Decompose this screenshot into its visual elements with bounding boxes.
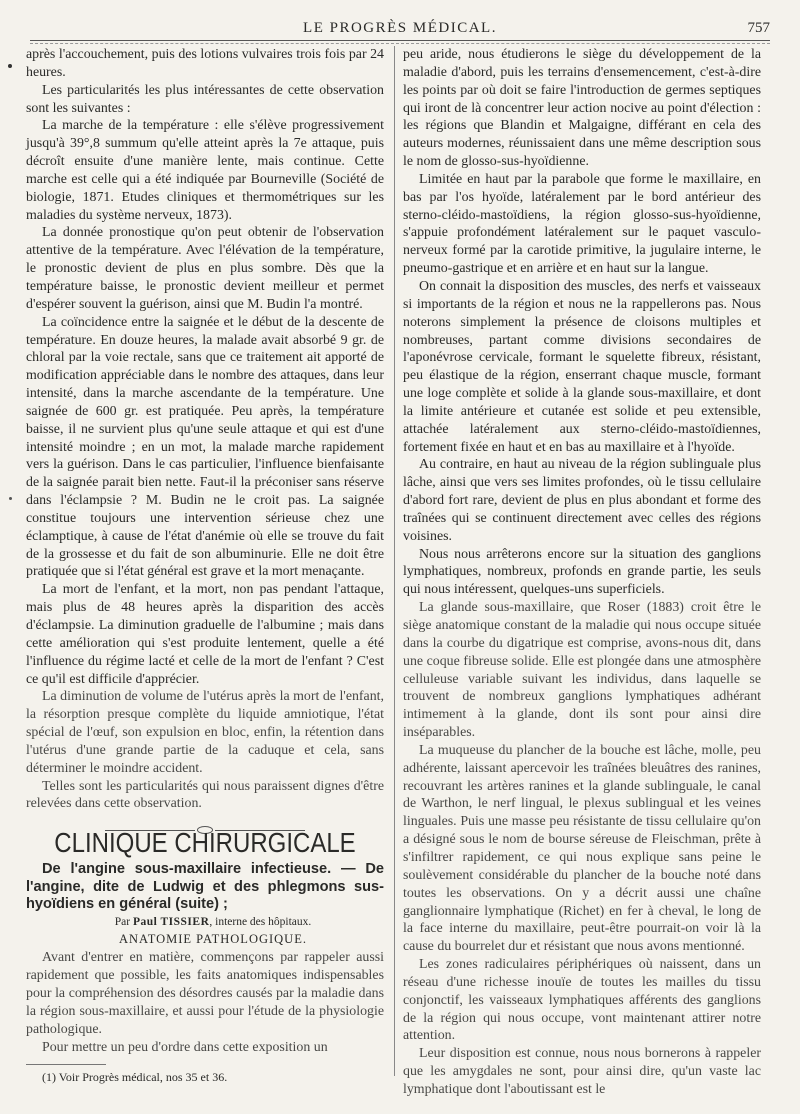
margin-mark xyxy=(8,64,12,68)
paragraph: Leur disposition est connue, nous nous bornerons à rappeler que les amygdales ne sont, pour ainsi dire, qu'un vaste lac lymphatique dont l'aboutissant est le xyxy=(403,1046,761,1097)
article-title: De l'angine sous-maxillaire infectieuse. — De l'angine, dite de Ludwig et des phlegmons sus-hyoïdiens en général (suite) ; xyxy=(26,861,384,913)
paragraph: peu aride, nous étudierons le siège du développement de la maladie d'abord, puis les terrains d'ensemencement, c'est-à-dire les points par où doit se faire l'introduction de germes septiques qui iront de là concentrer leur action nocive au point d'élection : les régions que Blandin et Malgaigne, différant en cela des auteurs modernes, réunissaient dans une même description sous le nom de glosso-sus-hyoïdienne. xyxy=(403,47,761,170)
paragraph: Les zones radiculaires périphériques où naissent, dans un réseau d'une richesse inouïe de toutes les mailles du tissu conjonctif, les vaisseaux lymphatiques afférents des ganglions de la région qui nous occupe, vont maintenant attirer notre attention. xyxy=(403,957,761,1044)
paragraph: La mort de l'enfant, et la mort, non pas pendant l'attaque, mais plus de 48 heures après la disparition des accès d'éclampsie. La diminution graduelle de l'albumine ; mais dans cette amélioration qui s'est produite lentement, quelle a été l'influence du régime lacté et celle de la mort de l'enfant ? C'est ce qu'il est difficile d'apprécier. xyxy=(26,582,384,687)
byline-author: Paul TISSIER xyxy=(132,915,210,928)
footnote: (1) Voir Progrès médical, nos 35 et 36. xyxy=(42,1070,228,1085)
margin-mark xyxy=(9,497,12,500)
paragraph: après l'accouchement, puis des lotions vulvaires trois fois par 24 heures. xyxy=(26,47,384,80)
paragraph: La muqueuse du plancher de la bouche est lâche, molle, peu adhérente, laissant apercevoir les traînées bleuâtres des ranines, recouvrant les artères ranines et la glande sublinguale, le canal de Warthon, le nerf lingual, le plexus sublingual et les veines linguales. Puis une masse peu résistante de tissu cellulaire qu'on a désigné sous le nom de bourse séreuse de Fleischman, prête à s'infiltrer rapidement, ce qui nous explique sans peine le soulèvement considérable du plancher de la bouche noté dans toutes les observations. On y a décrit aussi une chaîne ganglionnaire lymphatique (Richet) en fer à cheval, le long de la face interne du maxillaire, peut-être pourrait-on voir là la cause du bourrelet dur et résistant que nous avons mentionné. xyxy=(403,742,761,955)
footnote-rule xyxy=(26,1064,106,1065)
right-column xyxy=(403,46,761,1099)
header-rule xyxy=(30,40,770,44)
paragraph: Limitée en haut par la parabole que forme le maxillaire, en bas par l'os hyoïde, latéralement par le bord antérieur des sterno-cléido-mastoïdiens, la région glosso-sus-hyoïdienne, s'appuie profondément latéralement sur le paquet vasculo-nerveux formé par la carotide primitive, la jugulaire interne, le pneumo-gastrique et en arrière et en haut sur la langue. xyxy=(403,171,761,277)
paragraph: Nous nous arrêterons encore sur la situation des ganglions lymphatiques, nombreux, profonds en grande partie, les seuls qui nous intéressent, quelques-uns superficiels. xyxy=(403,546,761,598)
paragraph: La marche de la température : elle s'élève progressivement jusqu'à 39°,8 summum qu'elle atteint après la 7e attaque, puis décroît ensuite d'une manière lente, mais continue. Cette marche est celle qui a été indiquée par Bourneville (Société de biologie, 1871. Etudes cliniques et thermométriques sur les maladies du système nerveux, 1873). xyxy=(26,118,384,223)
paragraph: Pour mettre un peu d'ordre dans cette exposition un xyxy=(42,1039,328,1055)
byline xyxy=(26,914,384,932)
paragraph: La coïncidence entre la saignée et le début de la descente de température. En douze heures, la malade avait absorbé 9 gr. de chloral par la voie rectale, sans que ce traitement ait apporté de modification appréciable dans le nombre des attaques, dans leur intensité, dans la marche ascendante de la température. Une saignée de 600 gr. est pratiquée. Peu après, la température baisse, il ne survient plus qu'une seule attaque et qui est d'une intensité moindre ; en un mot, la malade marche rapidement vers la guérison. Dans le cas particulier, l'influence bienfaisante de la saignée parait bien nette. Faut-il la préconiser sans réserve dans l'éclampsie ? M. Budin ne le croit pas. La saignée constitue toujours une intervention sérieuse chez une éclamptique, à cause de l'état d'anémie où elle se trouve du fait de la grossesse et du fait de son albuminurie. Elle ne doit être pratiquée que si l'état général est grave et la mort menaçante. xyxy=(26,314,384,580)
paragraph: Telles sont les particularités qui nous paraissent dignes d'être relevées dans cette observation. xyxy=(26,778,384,812)
paragraph: La diminution de volume de l'utérus après la mort de l'enfant, la résorption presque complète du liquide amniotique, l'état spécial de l'œuf, son expulsion en bloc, enfin, la rétention dans l'utérus d'une grande partie de la caduque et cela, sans déterminer le moindre accident. xyxy=(26,689,384,776)
paragraph: La glande sous-maxillaire, que Roser (1883) croit être le siège anatomique constant de la maladie qui nous occupe située dans la courbe du digatrique est comprise, avons-nous dit, dans une coque fibreuse solide. Elle est plongée dans une atmosphère celluleuse variable suivant les individus, dans laquelle se trouvent de nombreux ganglions lymphatiques adhérant intimement à la glande, dont ils sont pour ainsi dire inséparables. xyxy=(403,600,761,741)
page-number: 757 xyxy=(747,20,770,36)
section-heading: CLINIQUE CHIRURGICALE xyxy=(54,828,356,860)
byline-suffix: , interne des hôpitaux. xyxy=(209,915,312,928)
paragraph: On connait la disposition des muscles, des nerfs et vaisseaux si importants de la région et nous ne la rappellerons pas. Nous noterons simplement la présence de cloisons multiples et nombreuses, partant comme divisions secondaires de l'aponévrose cervicale, formant le squelette fibreux, résistant, peu élastique de la région, enserrant chaque muscle, formant une loge complète et solide à la glande sous-maxillaire, et dont la limite antérieure et cutanée est solide et peu extensible, attachée latéralement aux sterno-cléido-mastoïdiennes, fortement fixée en haut et en bas au maxillaire et à l'hyoïde. xyxy=(403,278,761,455)
byline-prefix: Par xyxy=(114,915,131,928)
paragraph: Avant d'entrer en matière, commençons par rappeler aussi rapidement que possible, les faits anatomiques indispensables pour la compréhension des désordres causés par la maladie dans la région sous-maxillaire, et aussi pour l'étude de la physiologie pathologique. xyxy=(26,950,384,1037)
column-divider xyxy=(394,46,395,1076)
left-column xyxy=(26,46,384,1087)
subheading: ANATOMIE PATHOLOGIQUE. xyxy=(119,932,307,947)
paragraph: La donnée pronostique qu'on peut obtenir de l'observation attentive de la température. Avec l'élévation de la température, le pronostic devient de plus en plus sombre. Dès que la température baisse, le pronostic devient meilleur et permet d'espérer souvent la guérison, ainsi que M. Budin l'a montré. xyxy=(26,225,384,312)
paragraph: Les particularités les plus intéressantes de cette observation sont les suivantes : xyxy=(26,82,384,116)
paragraph: Au contraire, en haut au niveau de la région sublinguale plus lâche, ainsi que vers ses limites profondes, où le tissu cellulaire d'abord fort rare, devient de plus en plus abondant et forme des traînées qui se continuent directement avec celles des régions voisines. xyxy=(403,457,761,544)
running-head: LE PROGRÈS MÉDICAL. xyxy=(303,20,497,36)
